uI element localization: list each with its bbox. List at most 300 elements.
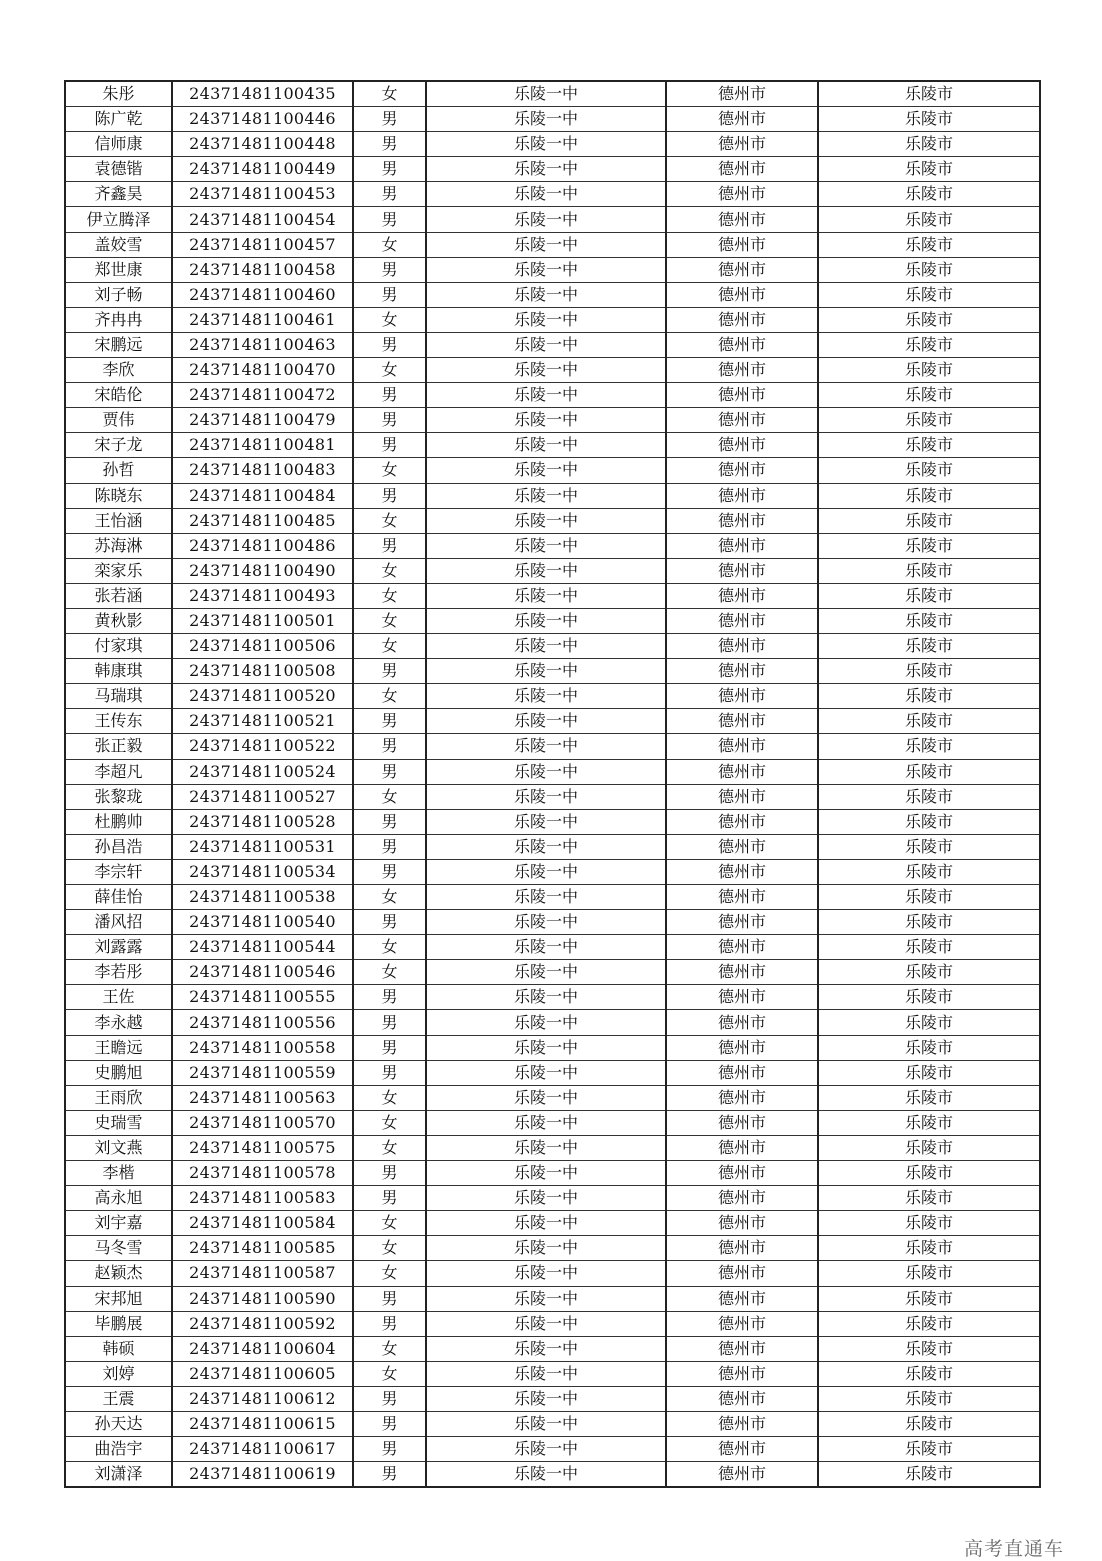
city-cell: 德州市 <box>666 1386 818 1411</box>
table-row <box>65 1010 1040 1035</box>
school-name-cell: 乐陵一中 <box>426 1186 666 1211</box>
table-row <box>65 1386 1040 1411</box>
gender-cell: 女 <box>353 684 426 709</box>
county-cell: 乐陵市 <box>818 458 1040 483</box>
school-name-cell: 乐陵一中 <box>426 834 666 859</box>
gender-cell: 男 <box>353 910 426 935</box>
exam-number-cell: 24371481100448 <box>172 132 353 157</box>
county-cell: 乐陵市 <box>818 483 1040 508</box>
school-name-cell: 乐陵一中 <box>426 307 666 332</box>
school-name-cell: 乐陵一中 <box>426 885 666 910</box>
school-name-cell: 乐陵一中 <box>426 684 666 709</box>
gender-cell: 男 <box>353 132 426 157</box>
exam-number-cell: 24371481100449 <box>172 157 353 182</box>
city-cell: 德州市 <box>666 1286 818 1311</box>
school-name-cell: 乐陵一中 <box>426 1361 666 1386</box>
exam-number-cell: 24371481100483 <box>172 458 353 483</box>
table-row <box>65 81 1040 107</box>
county-cell: 乐陵市 <box>818 784 1040 809</box>
exam-number-cell: 24371481100521 <box>172 709 353 734</box>
school-name-cell: 乐陵一中 <box>426 458 666 483</box>
student-name-cell: 王雨欣 <box>65 1085 172 1110</box>
student-name-cell: 袁德锴 <box>65 157 172 182</box>
gender-cell: 男 <box>353 1186 426 1211</box>
table-row <box>65 282 1040 307</box>
student-name-cell: 王佐 <box>65 985 172 1010</box>
exam-number-cell: 24371481100538 <box>172 885 353 910</box>
county-cell: 乐陵市 <box>818 985 1040 1010</box>
table-row <box>65 1261 1040 1286</box>
table-row <box>65 533 1040 558</box>
city-cell: 德州市 <box>666 1135 818 1160</box>
city-cell: 德州市 <box>666 232 818 257</box>
city-cell: 德州市 <box>666 583 818 608</box>
school-name-cell: 乐陵一中 <box>426 809 666 834</box>
gender-cell: 男 <box>353 207 426 232</box>
gender-cell: 男 <box>353 1411 426 1436</box>
school-name-cell: 乐陵一中 <box>426 1161 666 1186</box>
city-cell: 德州市 <box>666 709 818 734</box>
county-cell: 乐陵市 <box>818 332 1040 357</box>
school-name-cell: 乐陵一中 <box>426 784 666 809</box>
school-name-cell: 乐陵一中 <box>426 433 666 458</box>
city-cell: 德州市 <box>666 1361 818 1386</box>
school-name-cell: 乐陵一中 <box>426 910 666 935</box>
county-cell: 乐陵市 <box>818 182 1040 207</box>
school-name-cell: 乐陵一中 <box>426 1437 666 1462</box>
exam-number-cell: 24371481100558 <box>172 1035 353 1060</box>
city-cell: 德州市 <box>666 358 818 383</box>
gender-cell: 女 <box>353 458 426 483</box>
student-name-cell: 刘宇嘉 <box>65 1211 172 1236</box>
city-cell: 德州市 <box>666 132 818 157</box>
exam-number-cell: 24371481100619 <box>172 1462 353 1488</box>
table-row <box>65 558 1040 583</box>
gender-cell: 女 <box>353 307 426 332</box>
city-cell: 德州市 <box>666 1462 818 1488</box>
table-row <box>65 1236 1040 1261</box>
gender-cell: 女 <box>353 1361 426 1386</box>
table-row <box>65 107 1040 132</box>
table-row <box>65 1110 1040 1135</box>
county-cell: 乐陵市 <box>818 834 1040 859</box>
exam-number-cell: 24371481100461 <box>172 307 353 332</box>
table-row <box>65 1437 1040 1462</box>
exam-number-cell: 24371481100590 <box>172 1286 353 1311</box>
exam-number-cell: 24371481100546 <box>172 960 353 985</box>
student-name-cell: 王瞻远 <box>65 1035 172 1060</box>
gender-cell: 女 <box>353 1261 426 1286</box>
table-row <box>65 483 1040 508</box>
school-name-cell: 乐陵一中 <box>426 734 666 759</box>
gender-cell: 男 <box>353 709 426 734</box>
county-cell: 乐陵市 <box>818 759 1040 784</box>
table-row <box>65 157 1040 182</box>
county-cell: 乐陵市 <box>818 81 1040 107</box>
county-cell: 乐陵市 <box>818 1010 1040 1035</box>
gender-cell: 男 <box>353 332 426 357</box>
student-name-cell: 齐鑫昊 <box>65 182 172 207</box>
county-cell: 乐陵市 <box>818 1211 1040 1236</box>
exam-number-cell: 24371481100584 <box>172 1211 353 1236</box>
exam-number-cell: 24371481100587 <box>172 1261 353 1286</box>
county-cell: 乐陵市 <box>818 659 1040 684</box>
city-cell: 德州市 <box>666 408 818 433</box>
county-cell: 乐陵市 <box>818 885 1040 910</box>
school-name-cell: 乐陵一中 <box>426 583 666 608</box>
student-name-cell: 张若涵 <box>65 583 172 608</box>
city-cell: 德州市 <box>666 985 818 1010</box>
school-name-cell: 乐陵一中 <box>426 1462 666 1488</box>
school-name-cell: 乐陵一中 <box>426 483 666 508</box>
city-cell: 德州市 <box>666 659 818 684</box>
city-cell: 德州市 <box>666 910 818 935</box>
exam-number-cell: 24371481100527 <box>172 784 353 809</box>
city-cell: 德州市 <box>666 759 818 784</box>
county-cell: 乐陵市 <box>818 1286 1040 1311</box>
county-cell: 乐陵市 <box>818 809 1040 834</box>
student-name-cell: 高永旭 <box>65 1186 172 1211</box>
exam-number-cell: 24371481100544 <box>172 935 353 960</box>
gender-cell: 男 <box>353 157 426 182</box>
gender-cell: 女 <box>353 583 426 608</box>
exam-number-cell: 24371481100605 <box>172 1361 353 1386</box>
city-cell: 德州市 <box>666 1411 818 1436</box>
student-name-cell: 曲浩宇 <box>65 1437 172 1462</box>
student-name-cell: 付家琪 <box>65 634 172 659</box>
school-name-cell: 乐陵一中 <box>426 232 666 257</box>
city-cell: 德州市 <box>666 1186 818 1211</box>
gender-cell: 男 <box>353 182 426 207</box>
table-row <box>65 684 1040 709</box>
county-cell: 乐陵市 <box>818 1186 1040 1211</box>
county-cell: 乐陵市 <box>818 1311 1040 1336</box>
city-cell: 德州市 <box>666 483 818 508</box>
table-row <box>65 358 1040 383</box>
table-row <box>65 508 1040 533</box>
county-cell: 乐陵市 <box>818 1261 1040 1286</box>
student-name-cell: 栾家乐 <box>65 558 172 583</box>
table-row <box>65 659 1040 684</box>
student-name-cell: 李楷 <box>65 1161 172 1186</box>
gender-cell: 男 <box>353 1161 426 1186</box>
school-name-cell: 乐陵一中 <box>426 533 666 558</box>
student-name-cell: 李欣 <box>65 358 172 383</box>
city-cell: 德州市 <box>666 1336 818 1361</box>
gender-cell: 男 <box>353 1010 426 1035</box>
gender-cell: 男 <box>353 408 426 433</box>
exam-number-cell: 24371481100534 <box>172 859 353 884</box>
school-name-cell: 乐陵一中 <box>426 759 666 784</box>
exam-number-cell: 24371481100524 <box>172 759 353 784</box>
exam-number-cell: 24371481100615 <box>172 1411 353 1436</box>
exam-number-cell: 24371481100578 <box>172 1161 353 1186</box>
county-cell: 乐陵市 <box>818 207 1040 232</box>
student-name-cell: 马冬雪 <box>65 1236 172 1261</box>
student-name-cell: 王震 <box>65 1386 172 1411</box>
exam-number-cell: 24371481100612 <box>172 1386 353 1411</box>
table-row <box>65 307 1040 332</box>
school-name-cell: 乐陵一中 <box>426 1386 666 1411</box>
county-cell: 乐陵市 <box>818 1236 1040 1261</box>
school-name-cell: 乐陵一中 <box>426 383 666 408</box>
city-cell: 德州市 <box>666 332 818 357</box>
school-name-cell: 乐陵一中 <box>426 408 666 433</box>
county-cell: 乐陵市 <box>818 157 1040 182</box>
gender-cell: 男 <box>353 1437 426 1462</box>
student-name-cell: 信师康 <box>65 132 172 157</box>
table-row <box>65 634 1040 659</box>
exam-number-cell: 24371481100556 <box>172 1010 353 1035</box>
school-name-cell: 乐陵一中 <box>426 332 666 357</box>
school-name-cell: 乐陵一中 <box>426 1336 666 1361</box>
exam-number-cell: 24371481100563 <box>172 1085 353 1110</box>
city-cell: 德州市 <box>666 960 818 985</box>
table-row <box>65 207 1040 232</box>
gender-cell: 男 <box>353 433 426 458</box>
city-cell: 德州市 <box>666 834 818 859</box>
exam-number-cell: 24371481100479 <box>172 408 353 433</box>
roster-body <box>65 81 1040 1487</box>
city-cell: 德州市 <box>666 1236 818 1261</box>
county-cell: 乐陵市 <box>818 1035 1040 1060</box>
school-name-cell: 乐陵一中 <box>426 634 666 659</box>
gender-cell: 男 <box>353 1286 426 1311</box>
city-cell: 德州市 <box>666 1311 818 1336</box>
table-row <box>65 1161 1040 1186</box>
school-name-cell: 乐陵一中 <box>426 558 666 583</box>
table-row <box>65 1186 1040 1211</box>
table-row <box>65 332 1040 357</box>
county-cell: 乐陵市 <box>818 583 1040 608</box>
school-name-cell: 乐陵一中 <box>426 182 666 207</box>
student-name-cell: 潘风招 <box>65 910 172 935</box>
county-cell: 乐陵市 <box>818 107 1040 132</box>
county-cell: 乐陵市 <box>818 508 1040 533</box>
school-name-cell: 乐陵一中 <box>426 1211 666 1236</box>
gender-cell: 男 <box>353 1060 426 1085</box>
gender-cell: 男 <box>353 734 426 759</box>
city-cell: 德州市 <box>666 257 818 282</box>
school-name-cell: 乐陵一中 <box>426 1060 666 1085</box>
school-name-cell: 乐陵一中 <box>426 1010 666 1035</box>
county-cell: 乐陵市 <box>818 1135 1040 1160</box>
table-row <box>65 1286 1040 1311</box>
school-name-cell: 乐陵一中 <box>426 709 666 734</box>
city-cell: 德州市 <box>666 282 818 307</box>
exam-number-cell: 24371481100575 <box>172 1135 353 1160</box>
student-name-cell: 杜鹏帅 <box>65 809 172 834</box>
watermark-text: 高考直通车 <box>964 1538 1065 1560</box>
student-name-cell: 齐冉冉 <box>65 307 172 332</box>
table-row <box>65 759 1040 784</box>
county-cell: 乐陵市 <box>818 634 1040 659</box>
city-cell: 德州市 <box>666 383 818 408</box>
student-name-cell: 毕鹏展 <box>65 1311 172 1336</box>
city-cell: 德州市 <box>666 107 818 132</box>
exam-number-cell: 24371481100604 <box>172 1336 353 1361</box>
county-cell: 乐陵市 <box>818 1462 1040 1488</box>
table-row <box>65 608 1040 633</box>
student-name-cell: 陈晓东 <box>65 483 172 508</box>
student-name-cell: 宋皓伦 <box>65 383 172 408</box>
school-name-cell: 乐陵一中 <box>426 1035 666 1060</box>
city-cell: 德州市 <box>666 684 818 709</box>
county-cell: 乐陵市 <box>818 935 1040 960</box>
table-row <box>65 910 1040 935</box>
county-cell: 乐陵市 <box>818 558 1040 583</box>
table-row <box>65 232 1040 257</box>
student-name-cell: 张黎珑 <box>65 784 172 809</box>
student-name-cell: 盖姣雪 <box>65 232 172 257</box>
city-cell: 德州市 <box>666 558 818 583</box>
exam-number-cell: 24371481100490 <box>172 558 353 583</box>
county-cell: 乐陵市 <box>818 257 1040 282</box>
county-cell: 乐陵市 <box>818 1437 1040 1462</box>
county-cell: 乐陵市 <box>818 232 1040 257</box>
county-cell: 乐陵市 <box>818 859 1040 884</box>
table-row <box>65 809 1040 834</box>
gender-cell: 男 <box>353 759 426 784</box>
city-cell: 德州市 <box>666 935 818 960</box>
exam-number-cell: 24371481100470 <box>172 358 353 383</box>
gender-cell: 女 <box>353 81 426 107</box>
student-name-cell: 刘潇泽 <box>65 1462 172 1488</box>
table-row <box>65 182 1040 207</box>
table-row <box>65 433 1040 458</box>
table-row <box>65 709 1040 734</box>
gender-cell: 女 <box>353 634 426 659</box>
table-row <box>65 1311 1040 1336</box>
county-cell: 乐陵市 <box>818 358 1040 383</box>
student-name-cell: 郑世康 <box>65 257 172 282</box>
gender-cell: 男 <box>353 1386 426 1411</box>
exam-number-cell: 24371481100528 <box>172 809 353 834</box>
gender-cell: 女 <box>353 508 426 533</box>
table-row <box>65 132 1040 157</box>
table-row <box>65 885 1040 910</box>
school-name-cell: 乐陵一中 <box>426 935 666 960</box>
table-row <box>65 1035 1040 1060</box>
student-name-cell: 贾伟 <box>65 408 172 433</box>
city-cell: 德州市 <box>666 885 818 910</box>
exam-number-cell: 24371481100520 <box>172 684 353 709</box>
city-cell: 德州市 <box>666 433 818 458</box>
exam-number-cell: 24371481100508 <box>172 659 353 684</box>
county-cell: 乐陵市 <box>818 1060 1040 1085</box>
table-row <box>65 834 1040 859</box>
student-name-cell: 宋鹏远 <box>65 332 172 357</box>
city-cell: 德州市 <box>666 1261 818 1286</box>
county-cell: 乐陵市 <box>818 1085 1040 1110</box>
city-cell: 德州市 <box>666 1211 818 1236</box>
student-name-cell: 朱彤 <box>65 81 172 107</box>
student-name-cell: 史瑞雪 <box>65 1110 172 1135</box>
school-name-cell: 乐陵一中 <box>426 1110 666 1135</box>
city-cell: 德州市 <box>666 634 818 659</box>
county-cell: 乐陵市 <box>818 684 1040 709</box>
student-name-cell: 刘婷 <box>65 1361 172 1386</box>
gender-cell: 男 <box>353 483 426 508</box>
student-name-cell: 史鹏旭 <box>65 1060 172 1085</box>
exam-number-cell: 24371481100501 <box>172 608 353 633</box>
student-name-cell: 李宗轩 <box>65 859 172 884</box>
exam-number-cell: 24371481100458 <box>172 257 353 282</box>
county-cell: 乐陵市 <box>818 1386 1040 1411</box>
student-name-cell: 张正毅 <box>65 734 172 759</box>
gender-cell: 女 <box>353 608 426 633</box>
student-name-cell: 宋子龙 <box>65 433 172 458</box>
city-cell: 德州市 <box>666 458 818 483</box>
gender-cell: 女 <box>353 1211 426 1236</box>
school-name-cell: 乐陵一中 <box>426 859 666 884</box>
gender-cell: 男 <box>353 1311 426 1336</box>
school-name-cell: 乐陵一中 <box>426 1135 666 1160</box>
school-name-cell: 乐陵一中 <box>426 1286 666 1311</box>
city-cell: 德州市 <box>666 734 818 759</box>
city-cell: 德州市 <box>666 533 818 558</box>
student-name-cell: 刘露露 <box>65 935 172 960</box>
school-name-cell: 乐陵一中 <box>426 81 666 107</box>
school-name-cell: 乐陵一中 <box>426 1411 666 1436</box>
gender-cell: 男 <box>353 282 426 307</box>
city-cell: 德州市 <box>666 1035 818 1060</box>
table-row <box>65 1462 1040 1488</box>
table-row <box>65 583 1040 608</box>
gender-cell: 男 <box>353 1035 426 1060</box>
county-cell: 乐陵市 <box>818 910 1040 935</box>
county-cell: 乐陵市 <box>818 1411 1040 1436</box>
school-name-cell: 乐陵一中 <box>426 358 666 383</box>
city-cell: 德州市 <box>666 809 818 834</box>
gender-cell: 女 <box>353 885 426 910</box>
county-cell: 乐陵市 <box>818 709 1040 734</box>
exam-number-cell: 24371481100457 <box>172 232 353 257</box>
table-row <box>65 1135 1040 1160</box>
county-cell: 乐陵市 <box>818 433 1040 458</box>
table-row <box>65 960 1040 985</box>
school-name-cell: 乐陵一中 <box>426 1261 666 1286</box>
gender-cell: 女 <box>353 232 426 257</box>
city-cell: 德州市 <box>666 1010 818 1035</box>
gender-cell: 女 <box>353 1085 426 1110</box>
gender-cell: 男 <box>353 659 426 684</box>
school-name-cell: 乐陵一中 <box>426 1085 666 1110</box>
table-row <box>65 1211 1040 1236</box>
exam-number-cell: 24371481100486 <box>172 533 353 558</box>
exam-number-cell: 24371481100531 <box>172 834 353 859</box>
school-name-cell: 乐陵一中 <box>426 257 666 282</box>
student-name-cell: 孙哲 <box>65 458 172 483</box>
city-cell: 德州市 <box>666 859 818 884</box>
gender-cell: 男 <box>353 383 426 408</box>
gender-cell: 男 <box>353 985 426 1010</box>
city-cell: 德州市 <box>666 182 818 207</box>
student-name-cell: 韩康琪 <box>65 659 172 684</box>
gender-cell: 女 <box>353 1135 426 1160</box>
county-cell: 乐陵市 <box>818 533 1040 558</box>
student-name-cell: 马瑞琪 <box>65 684 172 709</box>
city-cell: 德州市 <box>666 307 818 332</box>
exam-number-cell: 24371481100454 <box>172 207 353 232</box>
student-name-cell: 赵颖杰 <box>65 1261 172 1286</box>
gender-cell: 男 <box>353 834 426 859</box>
student-name-cell: 苏海淋 <box>65 533 172 558</box>
student-name-cell: 孙天达 <box>65 1411 172 1436</box>
school-name-cell: 乐陵一中 <box>426 1311 666 1336</box>
county-cell: 乐陵市 <box>818 960 1040 985</box>
city-cell: 德州市 <box>666 508 818 533</box>
